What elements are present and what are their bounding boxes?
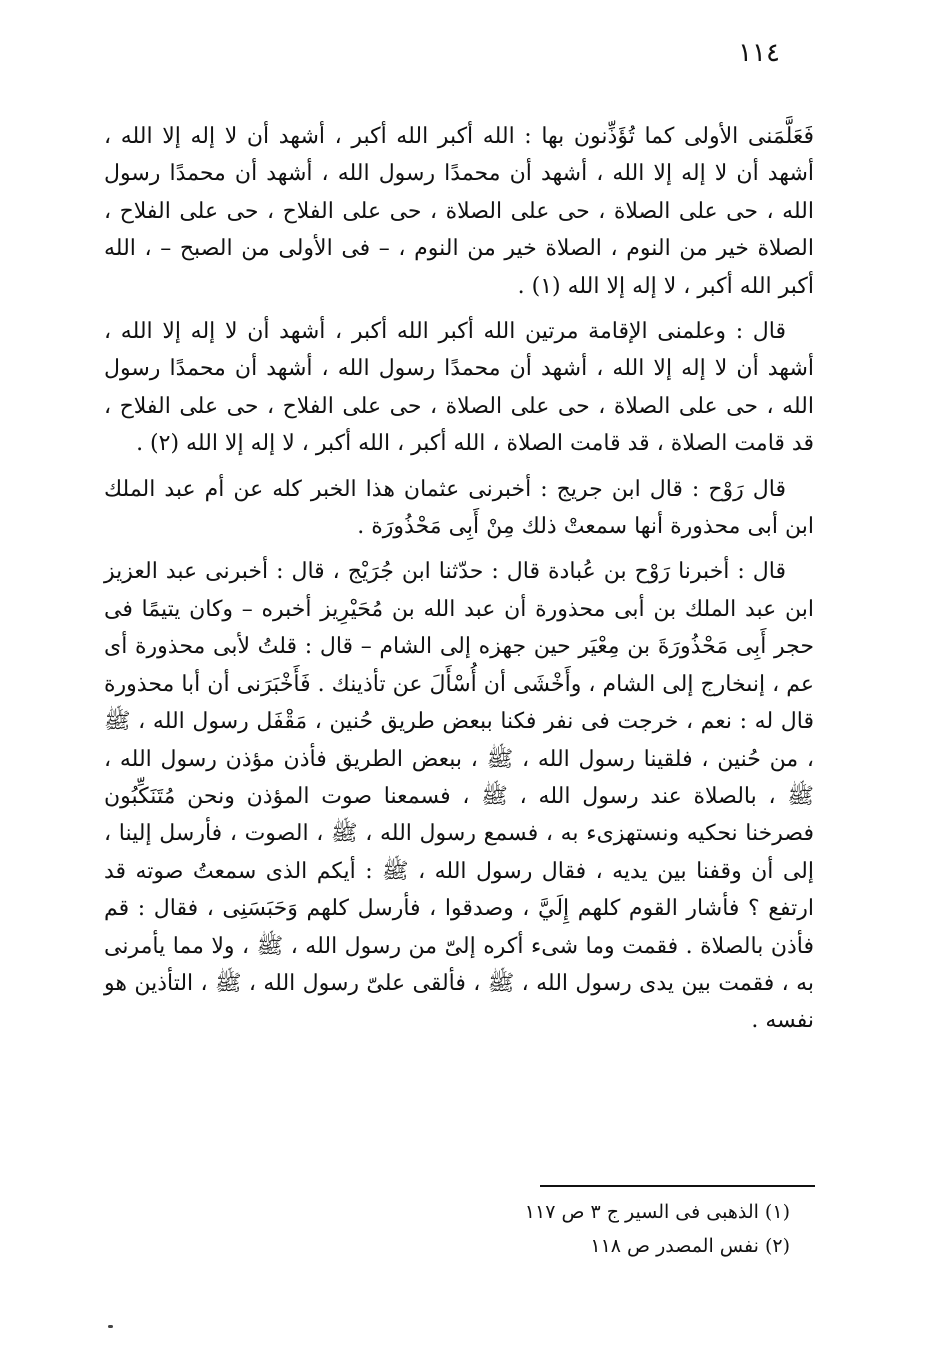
paragraph-adhan: فَعَلَّمَنى الأولى كما تُؤَذِّنون بها : الله أكبر الله أكبر ، أشهد أن لا إله إلا الله ، أشهد أن لا إله إلا الله ، أشهد أن محمدًا رسول الله ، أشهد أن محمدًا رسول الله ، حى على الصلاة ، حى على الصلاة ، حى على الفلاح ، حى على الفلاح ، الصلاة خير من النوم ، الصلاة خير من النوم ، – فى الأولى من الصبح – ، الله أكبر الله أكبر ، لا إله إلا الله (١) . <box>104 124 814 299</box>
paragraph-rawh-ibn-jurayj: قال رَوْح : قال ابن جريج : أخبرنى عثمان هذا الخبر كله عن أم عبد الملك ابن أبى محذورة أنها سمعتْ ذلك مِنْ أَبِى مَحْذُورَة . <box>104 476 814 540</box>
paragraph-iqama: قال : وعلمنى الإقامة مرتين الله أكبر الله أكبر ، أشهد أن لا إله إلا الله ، أشهد أن لا إله إلا الله ، أشهد أن محمدًا رسول الله ، أشهد أن محمدًا رسول الله ، حى على الصلاة ، حى على الصلاة ، حى على الفلاح ، حى على الفلاح ، قد قامت الصلاة ، قد قامت الصلاة ، الله أكبر ، الله أكبر ، لا إله إلا الله (٢) . <box>104 319 814 457</box>
footnote-1: (١) الذهبى فى السير ج ٣ ص ١١٧ <box>524 1201 790 1223</box>
footnotes <box>420 1195 790 1263</box>
main-text <box>104 118 814 1048</box>
paragraph-narration: قال : أخبرنا رَوْح بن عُبادة قال : حدّثنا ابن جُرَيْج ، قال : أخبرنى عبد العزيز ابن عبد الملك بن أبى محذورة أن عبد الله بن مُحَيْرِيز أخبره – وكان يتيمًا فى حجر أَبِى مَحْذُورَةَ بن مِعْيَر حين جهزه إلى الشام – قال : قلتُ لأبى محذورة أى عم ، إنىخارج إلى الشام ، وأَخْشَى أن أُسْأَلَ عن تأذينك . فَأَخْبَرَنى أن أبا محذورة قال له : نعم ، خرجت فى نفر فكنا ببعض طريق حُنين ، مَقْفَل رسول الله ، ﷺ ، من حُنين ، فلقينا رسول الله ، ﷺ ، ببعض الطريق فأذن مؤذن رسول الله ، ﷺ ، بالصلاة عند رسول الله ، ﷺ ، فسمعنا صوت المؤذن ونحن مُتَنَكِّبُون فصرخنا نحكيه ونستهزىء به ، فسمع رسول الله ، ﷺ ، الصوت ، فأرسل إلينا ، إلى أن وقفنا بين يديه ، فقال رسول الله ، ﷺ : أيكم الذى سمعتُ صوته قد ارتفع ؟ فأشار القوم كلهم إِلَيَّ ، وصدقوا ، فأرسل كلهم وَحَبَسَنِى ، فقال : قم فأذن بالصلاة . فقمت وما شىء أكره إلىّ من رسول الله ، ﷺ ، ولا مما يأمرنى به ، فقمت بين يدى رسول الله ، ﷺ ، فألقى علىّ رسول الله ، ﷺ ، التأذين هو نفسه . <box>104 559 814 1034</box>
page-number: ١١٤ <box>738 38 780 68</box>
scan-speck <box>108 1325 113 1328</box>
footnote-2: (٢) نفس المصدر ص ١١٨ <box>590 1235 790 1257</box>
footnote-divider <box>540 1185 815 1187</box>
